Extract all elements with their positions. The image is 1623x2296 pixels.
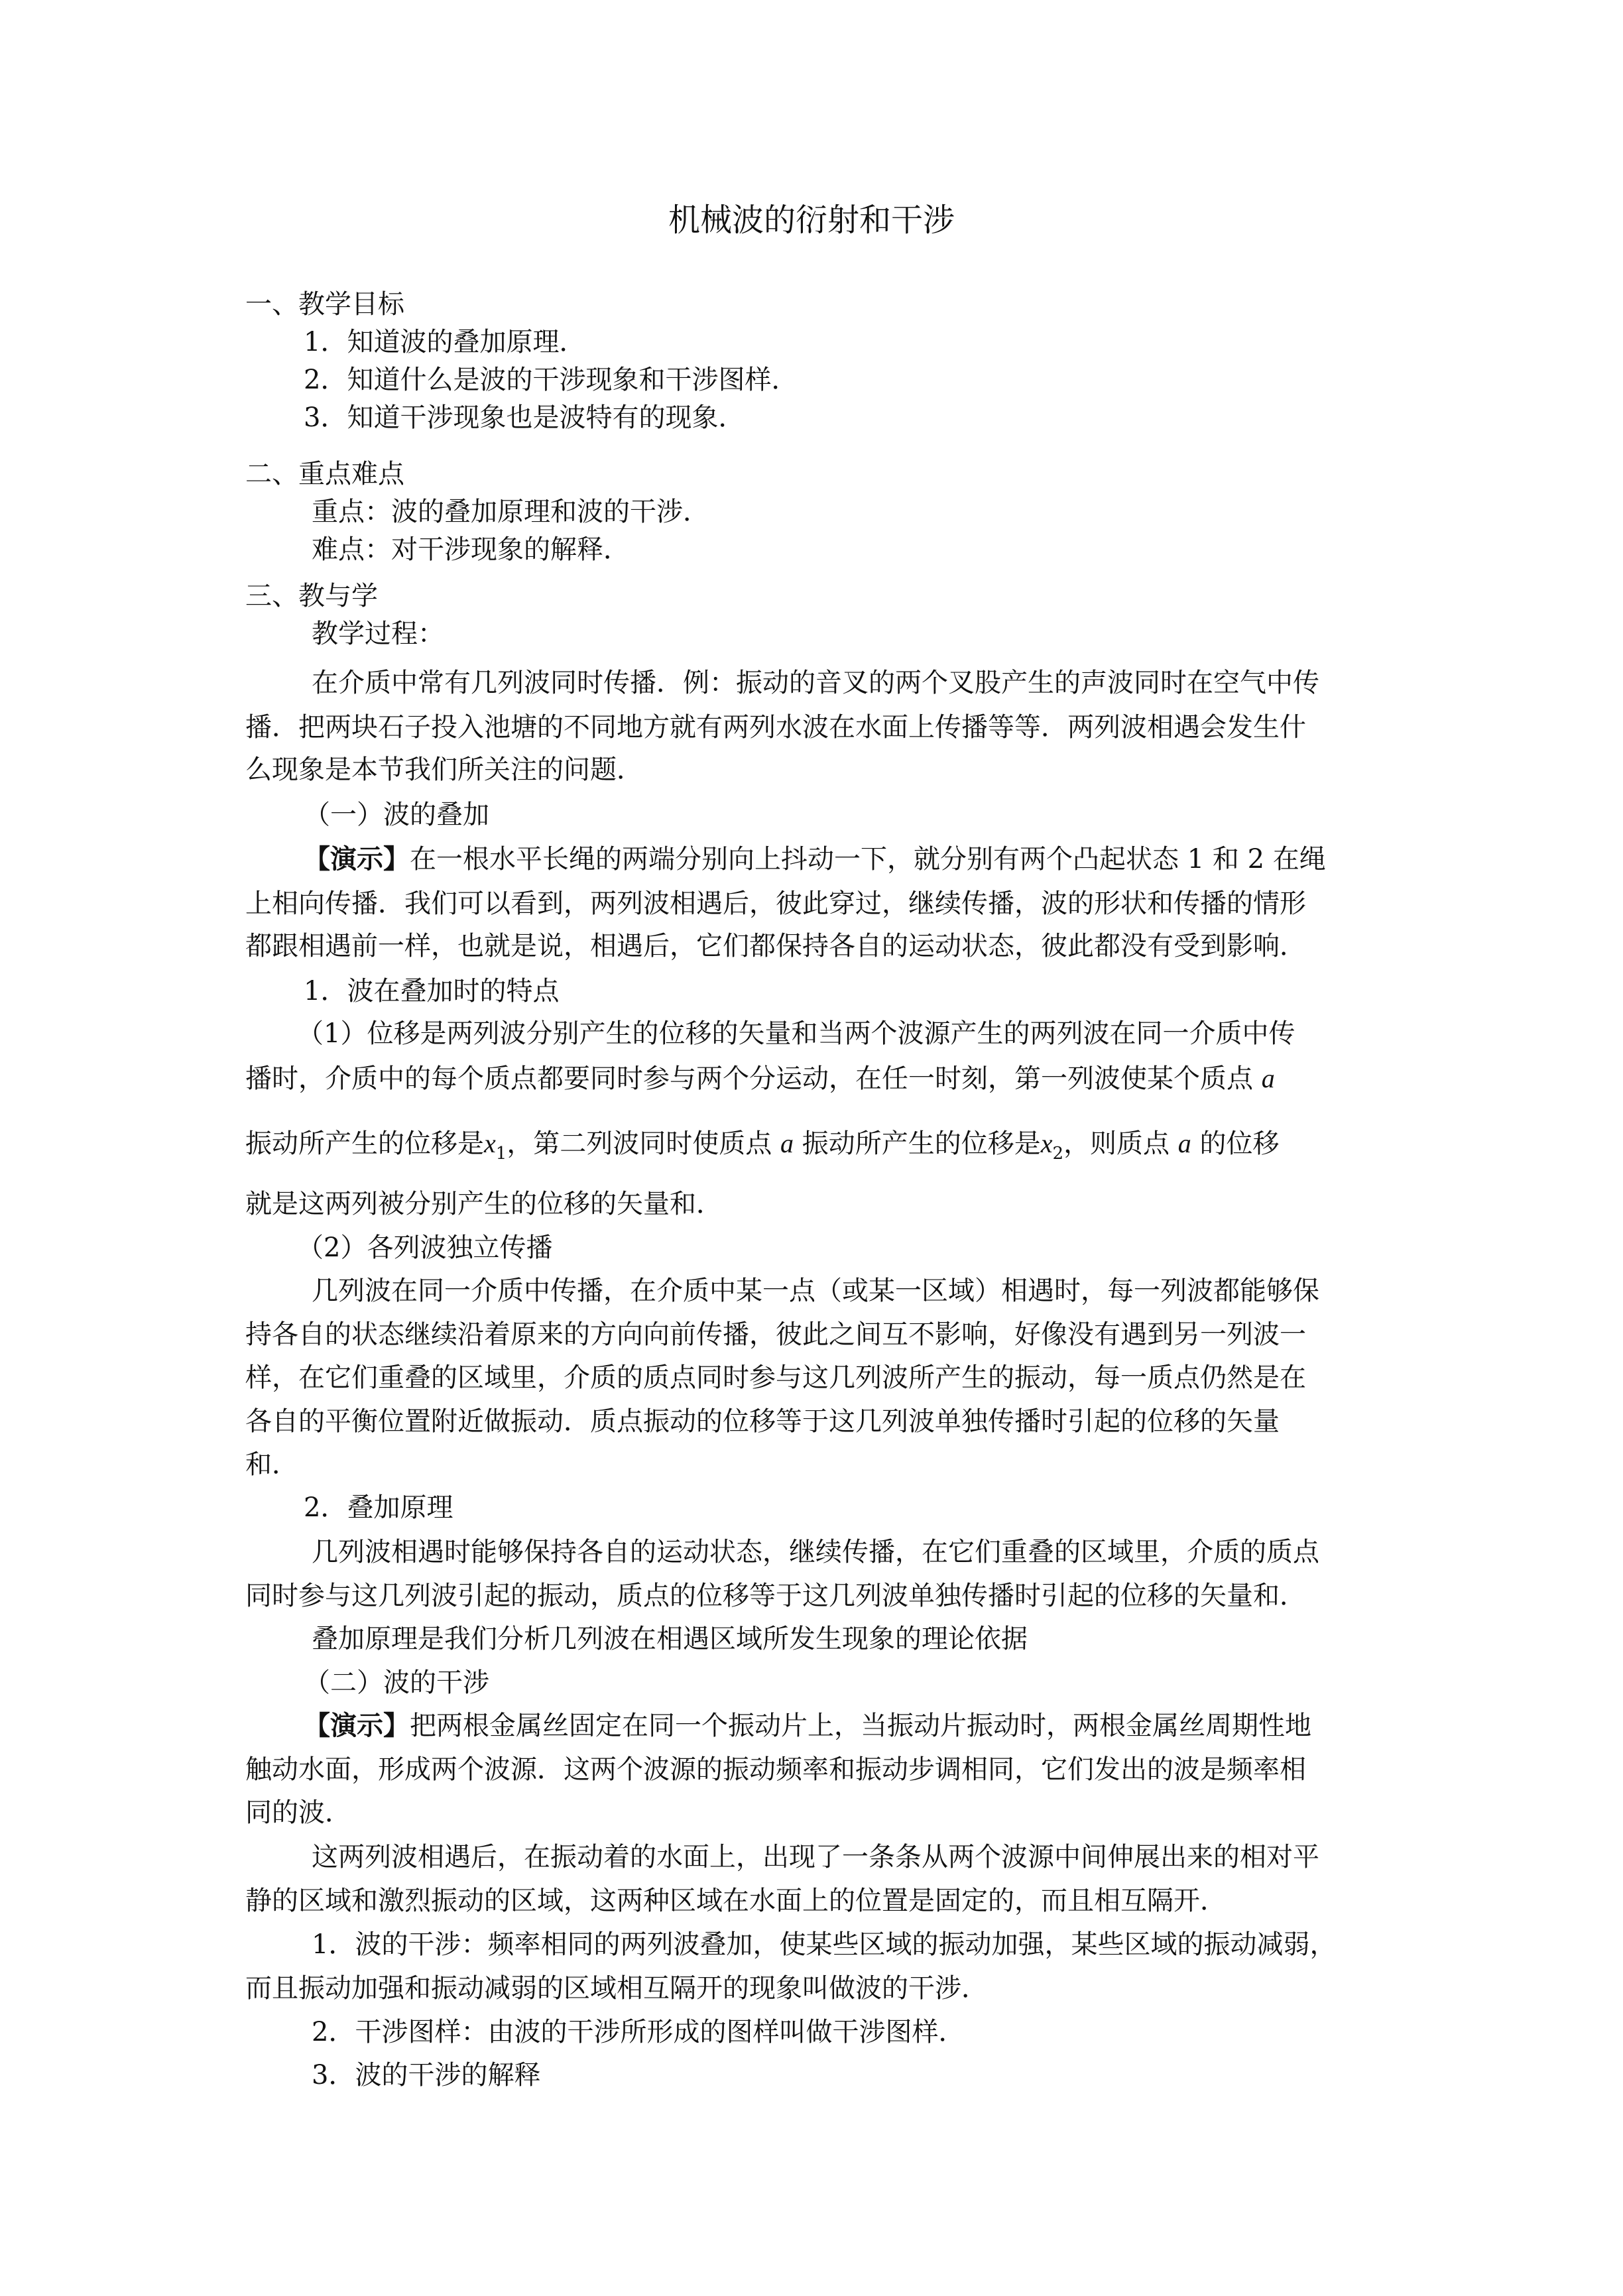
demo-line: 触动水面，形成两个波源．这两个波源的振动频率和振动步调相同，它们发出的波是频率相 <box>245 1754 1306 1785</box>
point-heading: （2）各列波独立传播 <box>297 1233 553 1263</box>
variable-x: x <box>1040 1128 1053 1158</box>
line-text: 播时，介质中的每个质点都要同时参与两个分运动，在任一时刻，第一列波使某个质点 <box>245 1063 1253 1094</box>
paragraph-line: 这两列波相遇后，在振动着的水面上，出现了一条条从两个波源中间伸展出来的相对平 <box>312 1842 1319 1872</box>
intro-line: 在介质中常有几列波同时传播．例：振动的音叉的两个叉股产生的声波同时在空气中传 <box>312 668 1319 698</box>
section-heading-objectives: 一、教学目标 <box>245 289 404 320</box>
line-text: ，则质点 <box>1063 1128 1170 1159</box>
demo-tag: 【演示】 <box>304 843 410 875</box>
subsection-heading-interference: （二）波的干涉 <box>304 1667 489 1698</box>
demo-paragraph-line <box>304 840 1392 878</box>
variable-a: a <box>780 1128 794 1158</box>
definition-line: 2．干涉图样：由波的干涉所形成的图样叫做干涉图样． <box>312 2017 965 2047</box>
variable-a: a <box>1177 1128 1191 1158</box>
teaching-process-label: 教学过程： <box>312 619 444 649</box>
line-text: ，第二列波同时使质点 <box>507 1128 772 1159</box>
objective-item: 3．知道干涉现象也是波特有的现象． <box>304 402 745 433</box>
paragraph-line: 叠加原理是我们分析几列波在相遇区域所发生现象的理论依据 <box>312 1624 1028 1654</box>
demo-tag: 【演示】 <box>304 1710 410 1741</box>
difficult-point: 难点：对干涉现象的解释． <box>312 534 630 565</box>
paragraph-line: 就是这两列被分别产生的位移的矢量和． <box>245 1189 723 1219</box>
subsection-heading-superposition: （一）波的叠加 <box>304 800 489 830</box>
paragraph-line: 静的区域和激烈振动的区域，这两种区域在水面上的位置是固定的，而且相互隔开． <box>245 1886 1227 1916</box>
paragraph-line: 几列波在同一介质中传播，在介质中某一点（或某一区域）相遇时，每一列波都能够保 <box>312 1276 1319 1306</box>
section-heading-teaching: 三、教与学 <box>245 581 378 611</box>
variable-a: a <box>1261 1063 1275 1093</box>
demo-text: 在一根水平长绳的两端分别向上抖动一下，就分别有两个凸起状态 1 和 2 在绳 <box>410 844 1326 875</box>
key-point: 重点：波的叠加原理和波的干涉． <box>312 497 709 527</box>
line-text: 振动所产生的位移是 <box>245 1128 484 1159</box>
line-text: 的位移 <box>1199 1128 1280 1159</box>
page-title: 机械波的衍射和干涉 <box>668 202 955 239</box>
demo-line: 同的波． <box>245 1797 351 1828</box>
paragraph-line: 同时参与这几列波引起的振动，质点的位移等于这几列波单独传播时引起的位移的矢量和． <box>245 1581 1306 1611</box>
intro-line: 么现象是本节我们所关注的问题． <box>245 755 643 785</box>
variable-x: x <box>484 1128 496 1158</box>
objective-item: 2．知道什么是波的干涉现象和干涉图样． <box>304 365 798 395</box>
paragraph-line <box>245 1059 1392 1098</box>
point-heading: 1．波在叠加时的特点 <box>304 976 560 1006</box>
paragraph-line: 样，在它们重叠的区域里，介质的质点同时参与这几列波所产生的振动，每一质点仍然是在 <box>245 1362 1306 1393</box>
subscript: 1 <box>495 1144 507 1164</box>
paragraph-line: 和． <box>245 1449 298 1480</box>
demo-text: 把两根金属丝固定在同一个振动片上，当振动片振动时，两根金属丝周期性地 <box>410 1711 1311 1741</box>
definition-line: 1．波的干涉：频率相同的两列波叠加，使某些区域的振动加强，某些区域的振动减弱， <box>312 1929 1337 1960</box>
definition-line: 而且振动加强和振动减弱的区域相互隔开的现象叫做波的干涉． <box>245 1973 988 2004</box>
paragraph-line <box>245 1124 1392 1173</box>
intro-line: 播．把两块石子投入池塘的不同地方就有两列水波在水面上传播等等．两列波相遇会发生什 <box>245 712 1306 743</box>
demo-line: 上相向传播．我们可以看到，两列波相遇后，彼此穿过，继续传播，波的形状和传播的情形 <box>245 888 1306 919</box>
paragraph-line: （1）位移是两列波分别产生的位移的矢量和当两个波源产生的两列波在同一介质中传 <box>297 1018 1295 1049</box>
subscript: 2 <box>1052 1144 1064 1164</box>
demo-paragraph-line <box>304 1707 1392 1745</box>
section-heading-key-points: 二、重点难点 <box>245 459 404 489</box>
paragraph-line: 各自的平衡位置附近做振动．质点振动的位移等于这几列波单独传播时引起的位移的矢量 <box>245 1406 1280 1437</box>
line-text: 振动所产生的位移是 <box>802 1128 1041 1159</box>
objective-item: 1．知道波的叠加原理． <box>304 327 586 357</box>
point-heading: 2．叠加原理 <box>304 1492 453 1523</box>
paragraph-line: 几列波相遇时能够保持各自的运动状态，继续传播，在它们重叠的区域里，介质的质点 <box>312 1537 1319 1567</box>
paragraph-line: 持各自的状态继续沿着原来的方向向前传播，彼此之间互不影响，好像没有遇到另一列波一 <box>245 1319 1306 1350</box>
demo-line: 都跟相遇前一样，也就是说，相遇后，它们都保持各自的运动状态，彼此都没有受到影响． <box>245 931 1306 961</box>
definition-line: 3．波的干涉的解释 <box>312 2060 541 2090</box>
